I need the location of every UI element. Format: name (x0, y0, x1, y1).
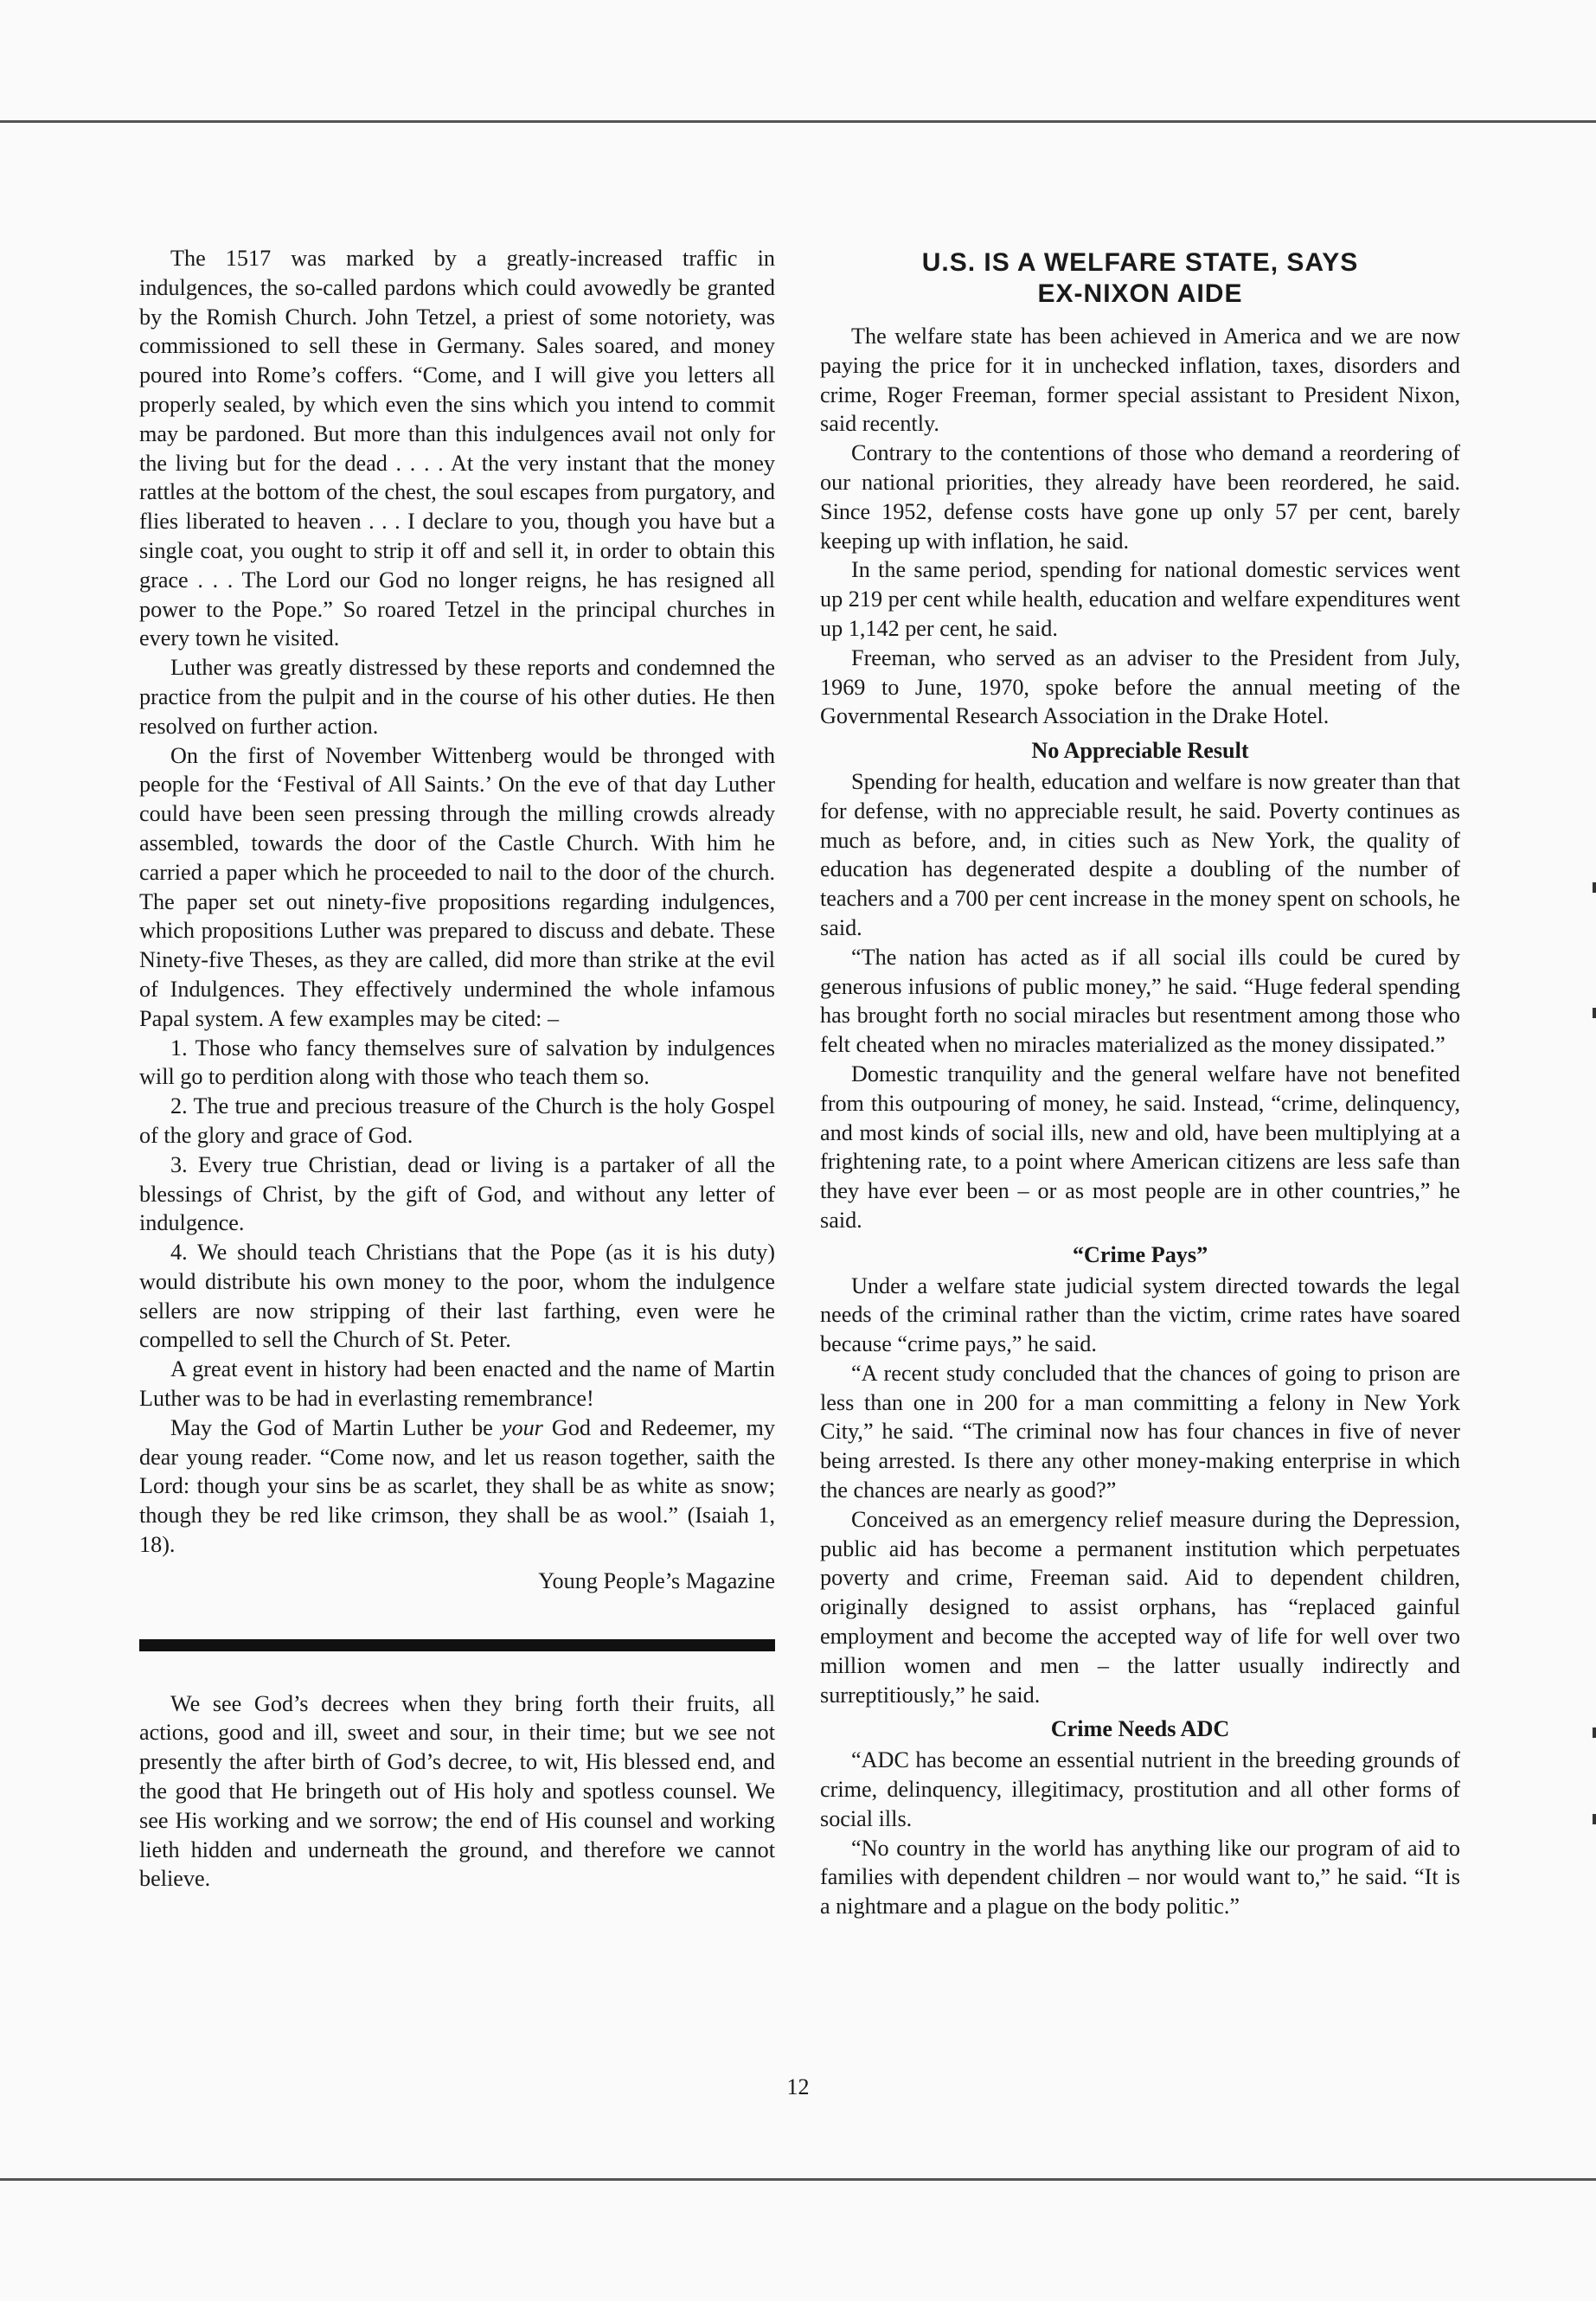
subhead-no-appreciable-result: No Appreciable Result (1031, 738, 1249, 764)
left-paragraph: The 1517 was marked by a greatly-increased traffic in indulgences, the so-called pardons which could avowedly be granted by the Romish Church. John Tetzel, a priest of some notoriety, was commissioned to sell these in Germany. Sales soared, and money poured into Rome’s coffers. “Come, and I will give you letters all properly sealed, by which even the sins which you intend to commit may be pardoned. But more than this indulgences avail not only for the living but for the dead . . . . At the very instant that the money rattles at the bottom of the chest, the soul escapes from purgatory, and flies liberated to heaven . . . I declare to you, though you have but a single coat, you ought to strip it off and sell it, in order to obtain this grace . . . The Lord our God no longer reigns, he has resigned all power to the Pope.” So roared Tetzel in the principal churches in every town he visited. (139, 246, 775, 651)
edge-mark (1593, 1727, 1596, 1738)
bottom-rule (0, 2178, 1596, 2181)
lower-text-block (139, 1689, 775, 1894)
article-paragraph: Contrary to the contentions of those who demand a reordering of our national priorities, they already have been reordered, he said. Since 1952, defense costs have gone up only 57 per cent, barely keeping up with inflation, he said. (820, 440, 1460, 554)
closing-emphasis: your (501, 1414, 543, 1440)
subhead-crime-pays: “Crime Pays” (1072, 1241, 1208, 1267)
thesis-item: 4. We should teach Christians that the Pope (as it is his duty) would distribute his own money to the poor, whom the indulgence sellers are now stripping of their last farthing, even were he compelled to sell the Church of St. Peter. (139, 1240, 775, 1353)
left-column (139, 244, 775, 1894)
article-paragraph: Under a welfare state judicial system directed towards the legal needs of the criminal rather than the victim, crime rates have soared because “crime pays,” he said. (820, 1272, 1460, 1357)
edge-mark (1593, 1008, 1596, 1018)
article-paragraph: The welfare state has been achieved in America and we are now paying the price for it in unchecked inflation, taxes, disorders and crime, Roger Freeman, former special assistant to President Nixon, said recently. (820, 324, 1460, 437)
right-column (820, 244, 1460, 1921)
article-headline (820, 247, 1460, 310)
lower-paragraph: We see God’s decrees when they bring forth their fruits, all actions, good and ill, sweet and sour, in their time; but we see not presently the after birth of God’s decree, to wit, His blessed end, and the good that He bringeth out of His holy and spotless counsel. We see His working and we sorrow; the end of His counsel and working lieth hidden and underneath the ground, and therefore we cannot believe. (139, 1690, 775, 1892)
subhead-crime-needs-adc: Crime Needs ADC (1050, 1716, 1230, 1742)
left-paragraph: Luther was greatly distressed by these reports and condemned the practice from the pulpit and in the course of his other duties. He then resolved on further action. (139, 655, 775, 739)
thesis-item: 3. Every true Christian, dead or living is a partaker of all the blessings of Christ, by the gift of God, and without any letter of indulgence. (139, 1151, 775, 1236)
headline-line-2: EX-NIXON AIDE (1037, 279, 1243, 308)
closing-text-start: May the God of Martin Luther be (170, 1414, 502, 1440)
top-rule (0, 120, 1596, 123)
article-paragraph: Domestic tranquility and the general welfare have not benefited from this outpouring of money, he said. Instead, “crime, delinquency, and most kinds of social ills, new and old, have been multiplying at a frightening rate, to a point where American citizens are less safe than they have ever been – or as most people are in other countries,” he said. (820, 1061, 1460, 1233)
edge-mark (1593, 882, 1596, 893)
left-paragraph: A great event in history had been enacted and the name of Martin Luther was to be had in everlasting remembrance! (139, 1356, 775, 1412)
closing-text-end: God and Redeemer, my dear young reader. “Come now, and let us reason together, saith the Lord: though your sins be as scarlet, they shall be as white as snow; though they be red like crimson, they shall be as wool.” (Isaiah 1, 18). (139, 1414, 776, 1558)
headline-line-1: U.S. IS A WELFARE STATE, SAYS (921, 248, 1359, 277)
left-paragraph: On the first of November Wittenberg would be thronged with people for the ‘Festival of All Saints.’ On the eve of that day Luther could have been seen pressing through the milling crowds already assembled, towards the door of the Castle Church. With him he carried a paper which he proceeded to nail to the door of the church. The paper set out ninety-five propositions regarding indulgences, which propositions Luther was prepared to discuss and debate. These Ninety-five Theses, as they are called, did more than strike at the evil of Indulgences. They effectively undermined the whole infamous Papal system. A few examples may be cited: – (139, 742, 775, 1031)
edge-mark (1593, 1814, 1596, 1824)
closing-paragraph (139, 1413, 775, 1560)
article-paragraph: Conceived as an emergency relief measure during the Depression, public aid has become a permanent institution which perpetuates poverty and crime, Freeman said. Aid to dependent children, originally designed to assist orphans, has “replaced gainful employment and become the accepted way of life for well over two million women and men – the latter usually indirectly and surreptitiously,” he said. (820, 1506, 1460, 1708)
section-divider-bar (139, 1639, 775, 1651)
article-paragraph: Freeman, who served as an adviser to the President from July, 1969 to June, 1970, spoke before the annual meeting of the Governmental Research Association in the Drake Hotel. (820, 644, 1460, 729)
article-paragraph: “The nation has acted as if all social ills could be cured by generous infusions of public money,” he said. “Huge federal spending has brought forth no social miracles but resentment among those who felt cheated when no miracles materialized as the money dissipated.” (820, 944, 1460, 1058)
page-number: 12 (786, 2074, 810, 2099)
thesis-item: 1. Those who fancy themselves sure of salvation by indulgences will go to perdition along with those who teach them so. (139, 1035, 775, 1090)
article-paragraph: “No country in the world has anything like our program of aid to families with dependent children – nor would want to,” he said. “It is a nightmare and a plague on the body politic.” (820, 1835, 1460, 1920)
article-paragraph: In the same period, spending for national domestic services went up 219 per cent while health, education and welfare expenditures went up 1,142 per cent, he said. (820, 557, 1460, 641)
article-paragraph: “A recent study concluded that the chances of going to prison are less than one in 200 for a man committing a felony in New York City,” he said. “The criminal now has four chances in five of never being arrested. Is there any other money-making enterprise in which the chances are nearly as good?” (820, 1360, 1460, 1503)
thesis-item: 2. The true and precious treasure of the Church is the holy Gospel of the glory and grace of God. (139, 1093, 775, 1148)
attribution: Young People’s Magazine (538, 1567, 775, 1593)
article-paragraph: Spending for health, education and welfare is now greater than that for defense, with no appreciable result, he said. Poverty continues as much as before, and, in cities such as New York, the quality of education has degenerated despite a doubling of the number of teachers and a 700 per cent increase in the money spent on schools, he said. (820, 768, 1460, 940)
article-paragraph: “ADC has become an essential nutrient in the breeding grounds of crime, delinquency, illegitimacy, prostitution and all other forms of social ills. (820, 1747, 1460, 1831)
